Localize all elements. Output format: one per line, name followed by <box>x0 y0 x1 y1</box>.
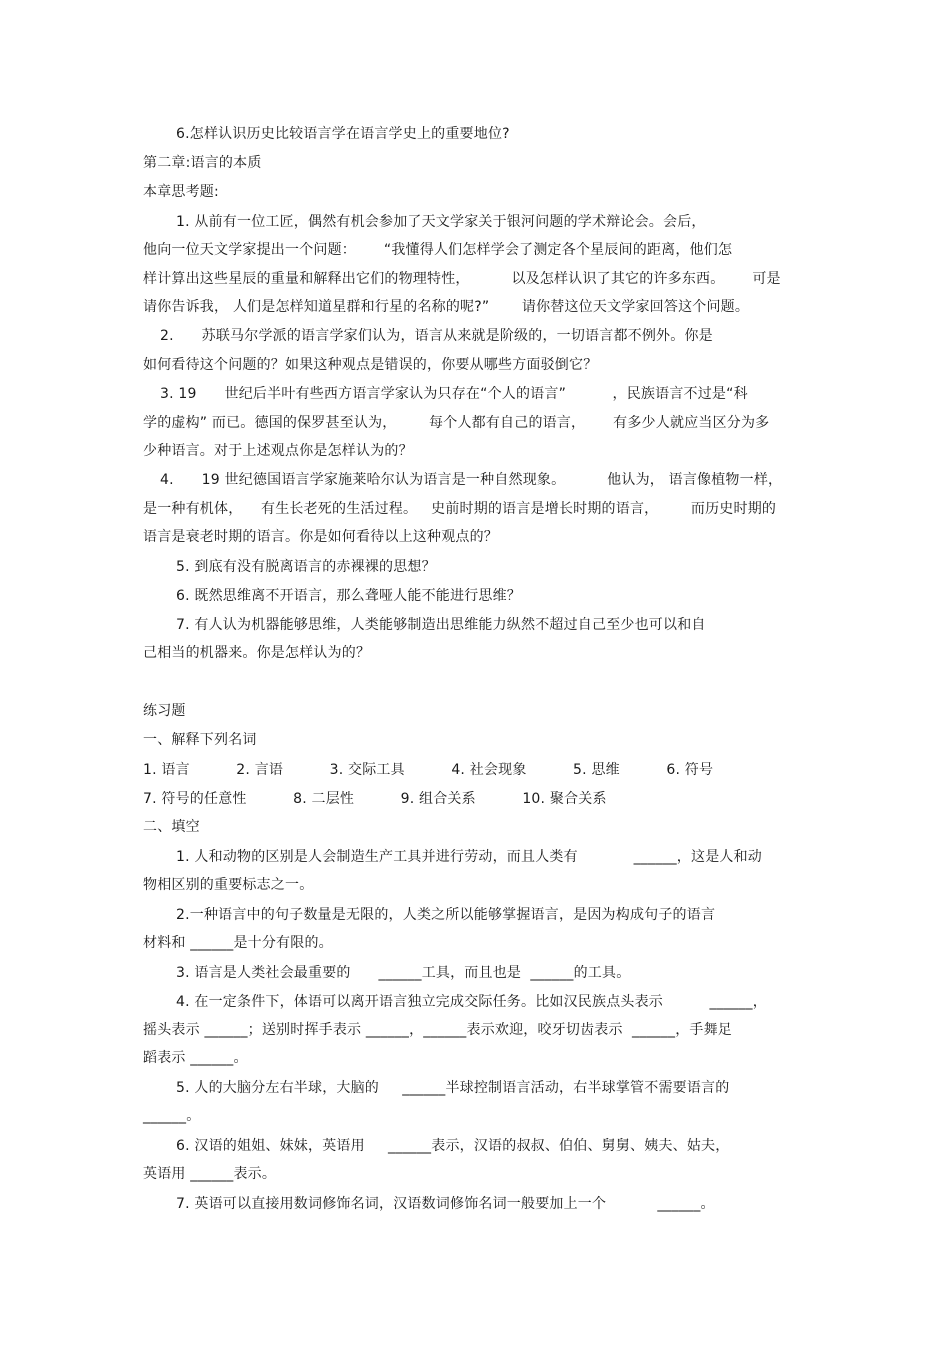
fill-5-line-1: 5. 人的大脑分左右半球，大脑的 ______半球控制语言活动，右半球掌管不需要语言的 <box>176 1080 730 1096</box>
question-3-line-3: 少种语言。对于上述观点你是怎样认为的？ <box>143 443 413 459</box>
question-4-line-3: 语言是衰老时期的语言。你是如何看待以上这种观点的？ <box>143 529 498 545</box>
terms-row-2: 7. 符号的任意性 8. 二层性 9. 组合关系 10. 聚合关系 <box>143 791 607 807</box>
question-1-line-2: 他向一位天文学家提出一个问题： “我懂得人们怎样学会了测定各个星辰间的距离，他们怎 <box>143 242 733 258</box>
chapter-heading: 第二章:语言的本质 <box>143 155 262 171</box>
question-4-line-1: 4. 19 世纪德国语言学家施莱哈尔认为语言是一种自然现象。 他认为， 语言像植物一样， <box>160 472 783 488</box>
part-1-heading: 一、解释下列名词 <box>143 732 257 748</box>
fill-7: 7. 英语可以直接用数词修饰名词，汉语数词修饰名词一般要加上一个 ______。 <box>176 1196 715 1212</box>
fill-6-line-2: 英语用 ______表示。 <box>143 1166 277 1182</box>
question-6: 6. 既然思维离不开语言，那么聋哑人能不能进行思维？ <box>176 588 522 604</box>
question-2-line-1: 2. 苏联马尔学派的语言学家们认为，语言从来就是阶级的，一切语言都不例外。你是 <box>160 328 713 344</box>
question-3-line-1: 3. 19 世纪后半叶有些西方语言学家认为只存在“个人的语言” ，民族语言不过是“科 <box>160 386 748 402</box>
fill-4-line-1: 4. 在一定条件下，体语可以离开语言独立完成交际任务。比如汉民族点头表示 ______， <box>176 994 767 1010</box>
question-1-line-4: 请你告诉我， 人们是怎样知道星群和行星的名称的呢?” 请你替这位天文学家回答这个问题。 <box>143 299 750 315</box>
question-6-historical-linguistics: 6.怎样认识历史比较语言学在语言学史上的重要地位? <box>176 126 510 142</box>
question-2-line-2: 如何看待这个问题的？如果这种观点是错误的，你要从哪些方面驳倒它？ <box>143 357 598 373</box>
fill-2-line-1: 2.一种语言中的句子数量是无限的，人类之所以能够掌握语言，是因为构成句子的语言 <box>176 907 716 923</box>
fill-1-line-1: 1. 人和动物的区别是人会制造生产工具并进行劳动，而且人类有 ______，这是人和动 <box>176 849 763 865</box>
question-7-line-1: 7. 有人认为机器能够思维，人类能够制造出思维能力纵然不超过自己至少也可以和自 <box>176 617 706 633</box>
fill-1-line-2: 物相区别的重要标志之一。 <box>143 877 314 893</box>
fill-6-line-1: 6. 汉语的姐姐、妹妹，英语用 ______表示，汉语的叔叔、伯伯、舅舅、姨夫、姑夫， <box>176 1138 730 1154</box>
question-7-line-2: 己相当的机器来。你是怎样认为的？ <box>143 645 371 661</box>
terms-row-1: 1. 语言 2. 言语 3. 交际工具 4. 社会现象 5. 思维 6. 符号 <box>143 762 714 778</box>
fill-4-line-3: 蹈表示 ______。 <box>143 1050 248 1066</box>
question-4-line-2: 是一种有机体， 有生长老死的生活过程。 史前时期的语言是增长时期的语言， 而历史时期的 <box>143 501 777 517</box>
fill-5-line-2: ______。 <box>143 1108 201 1124</box>
part-2-heading: 二、填空 <box>143 819 200 835</box>
fill-3: 3. 语言是人类社会最重要的 ______工具，而且也是 ______的工具。 <box>176 965 631 981</box>
question-1-line-3: 样计算出这些星辰的重量和解释出它们的物理特性， 以及怎样认识了其它的许多东西。 可是 <box>143 271 781 287</box>
fill-2-line-2: 材料和 ______是十分有限的。 <box>143 935 333 951</box>
exercises-heading: 练习题 <box>143 703 186 719</box>
question-5: 5. 到底有没有脱离语言的赤裸裸的思想？ <box>176 559 436 575</box>
question-1-line-1: 1. 从前有一位工匠，偶然有机会参加了天文学家关于银河问题的学术辩论会。会后， <box>176 214 706 230</box>
section-heading-thinking-questions: 本章思考题: <box>143 184 219 200</box>
fill-4-line-2: 摇头表示 ______；送别时挥手表示 ______，______表示欢迎，咬牙切齿表示 ______，手舞足 <box>143 1022 732 1038</box>
question-3-line-2: 学的虚构” 而已。德国的保罗甚至认为， 每个人都有自己的语言， 有多少人就应当区分为多 <box>143 415 770 431</box>
